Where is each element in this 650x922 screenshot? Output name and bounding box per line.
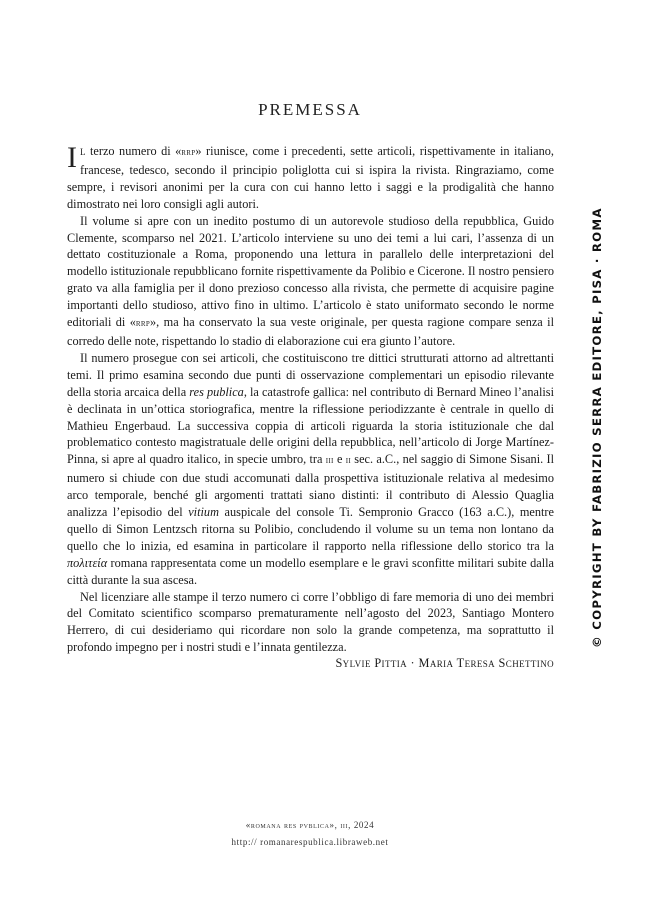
text-segment: auspicale del console Ti. Sempronio Gracco (163 a.C.), mentre quello di Simon Lentzsch ritorna su Polibio, concludendo il volume su un tema non lontano da quello che lo inizia, ed esamina in particolare il rapporto nella riflessione dello storico tra la bbox=[67, 505, 554, 553]
text-segment: Il numero prosegue con sei articoli, che costituiscono tre dittici strutturati attorno ad altrettanti temi. Il primo esamina secondo due punti di osservazione complementari un episodio rilevante della storia arcaica della bbox=[67, 350, 554, 399]
author-signature: Sylvie Pittia · Maria Teresa Schettino bbox=[335, 656, 554, 670]
footer-url: http:// romanarespublica.libraweb.net bbox=[231, 837, 389, 847]
journal-abbrev: rrp bbox=[135, 318, 151, 330]
text-segment: , la catastrofe gallica: nel contributo di Bernard Mineo l’analisi è declinata in un’ottica storiografica, mentre la riflessione periodizzante è centrale in quello di Mathieu Engerbaud. La successiva coppia di articoli riguarda la storia istituzionale che dal problematico contesto magistratuale delle origini della repubblica, nell’articolo di Jorge Martínez-Pinna, si apre al quadro italico, in specie umbro, tra bbox=[67, 384, 554, 467]
paragraph-2 bbox=[67, 213, 554, 350]
roman-numeral: ii bbox=[345, 455, 351, 467]
text-segment: », ma ha conservato la sua veste originale, per questa ragione compare senza il corredo delle note, rispettando lo stadio di elaborazione cui era giunto l’autore. bbox=[67, 315, 554, 348]
copyright-notice: © COPYRIGHT BY FABRIZIO SERRA EDITORE, PISA · ROMA bbox=[590, 207, 604, 648]
paragraph-3 bbox=[67, 350, 554, 589]
roman-numeral: iii bbox=[325, 455, 334, 467]
italic-term: vitium bbox=[188, 505, 219, 520]
paragraph-1 bbox=[67, 143, 554, 213]
drop-cap: I bbox=[67, 141, 77, 174]
paragraph-4 bbox=[67, 589, 554, 657]
page-title: PREMESSA bbox=[258, 100, 362, 119]
text-segment: e bbox=[333, 452, 346, 467]
journal-abbrev: rrp bbox=[181, 147, 196, 158]
text-segment: romana rappresentata come un modello esemplare e le gravi sconfitte militari subite dalla città durante la sua ascesa. bbox=[67, 555, 554, 587]
text-segment: » riunisce, come i precedenti, sette articoli, rispettivamente in italiano, francese, tedesco, secondo il principio poliglotta cui si ispira la rivista. Ringraziamo, come sempre, i revisori anonimi per la cura con cui hanno letto i saggi e la prodigalità che hanno dimostrato nei loro consigli agli autori. bbox=[67, 144, 554, 211]
body-text bbox=[67, 143, 554, 656]
text-segment: Il volume si apre con un inedito postumo di un autorevole studioso della repubblica, Guido Clemente, scomparso nel 2021. L’articolo interviene su uno dei temi a lui cari, l’assenza di un dettato costituzionale a Roma, proponendo una lettura in parallelo delle interpretazioni del modello istituzionale repubblicano fornite rispettivamente da Polibio e Cicerone. Il nostro pensiero grato va alla famiglia per il dono prezioso concesso alla rivista, che permette di acquisire pagine importanti dello studioso, attivo fino in ultimo. L’articolo è stato uniformato secondo le norme editoriali di « bbox=[67, 213, 554, 330]
footer-journal: «romana res pvblica», iii, 2024 bbox=[245, 820, 375, 830]
text-segment: terzo numero di « bbox=[85, 144, 182, 158]
text-segment: Nel licenziare alle stampe il terzo numero ci corre l’obbligo di fare memoria di uno dei membri del Comitato scientifico scomparso prematuramente nell’agosto del 2023, Santiago Montero Herrero, di cui desideriamo qui ricordare non solo la grande competenza, ma soprattutto il profondo impegno per i nostri studi e l’innata gentilezza. bbox=[67, 589, 554, 655]
text-segment: l bbox=[80, 144, 86, 158]
greek-term: πολιτεία bbox=[67, 555, 108, 570]
italic-term: res publica bbox=[189, 384, 244, 399]
text-segment: sec. a.C., nel saggio di Simone Sisani. Il numero si chiude con due studi accomunati dalla prospettiva istituzionale relativa al medesimo arco temporale, benché gli argomenti trattati siano distinti: il contributo di Alessio Quaglia analizza l’episodio del bbox=[67, 452, 555, 520]
